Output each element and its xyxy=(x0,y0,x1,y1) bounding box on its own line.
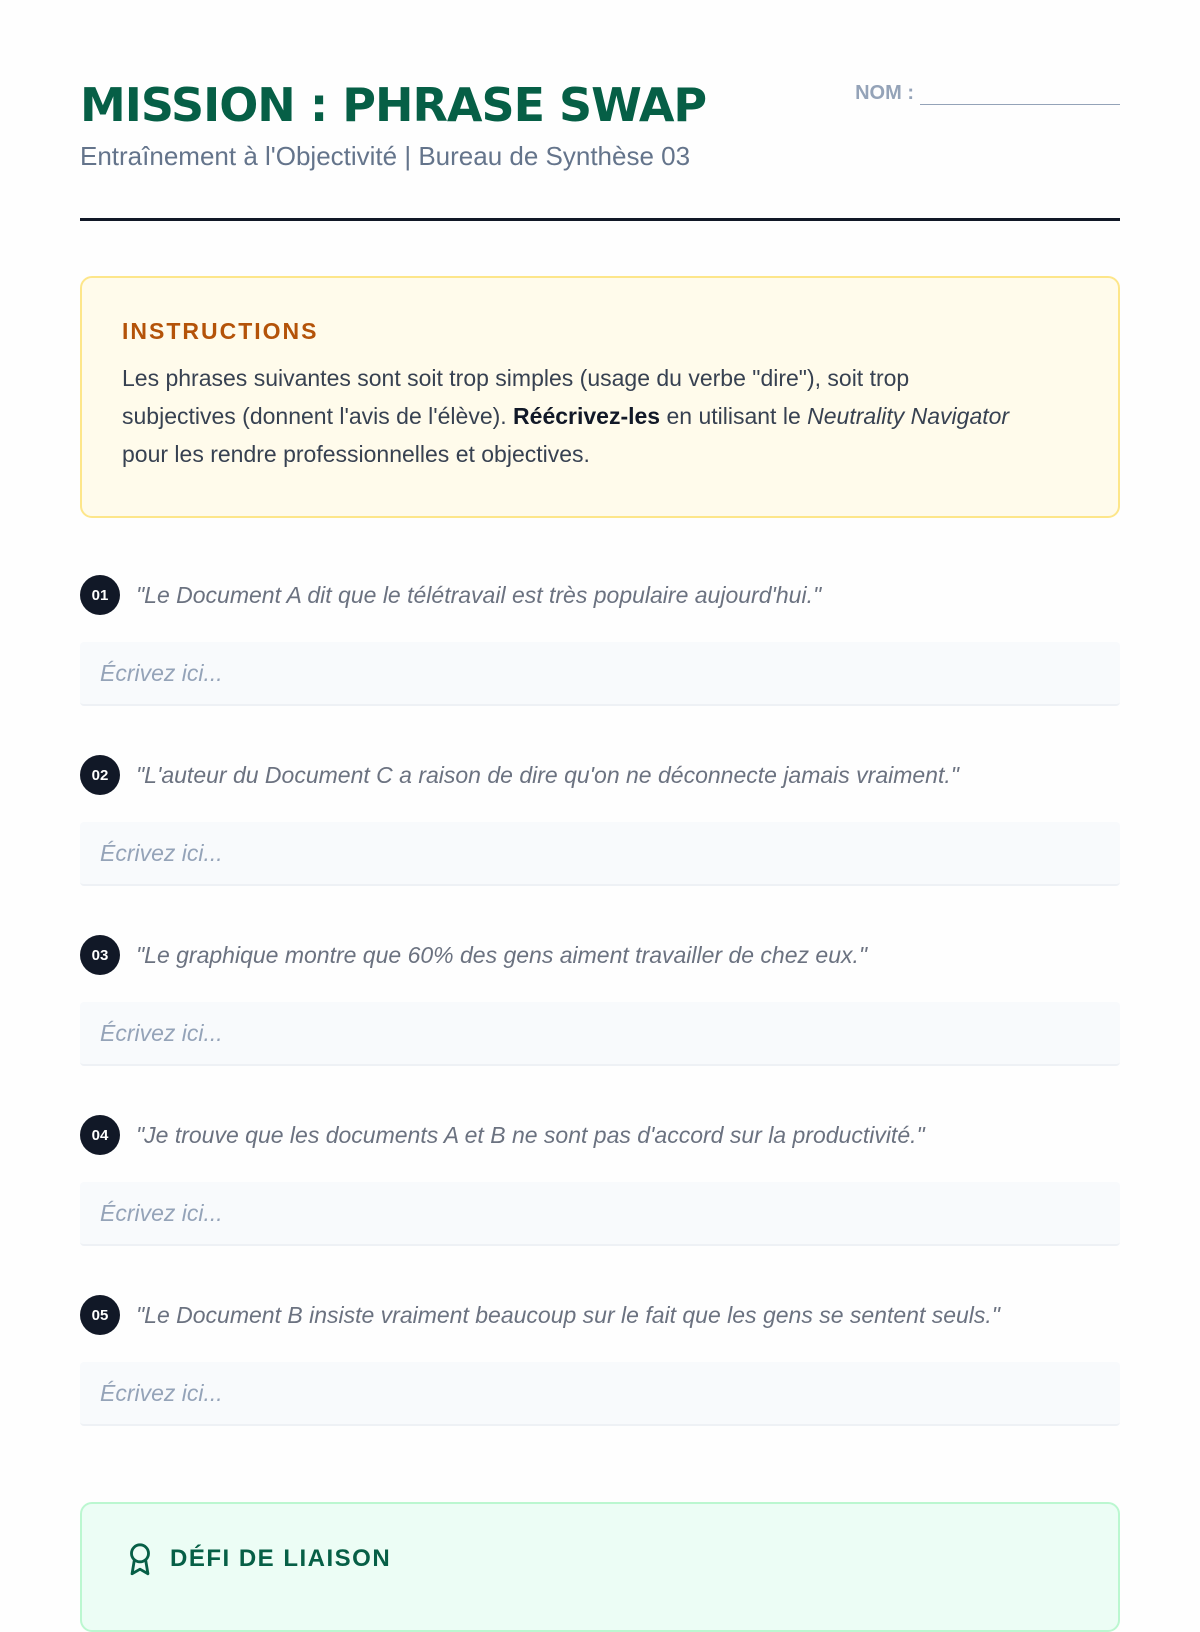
answer-input[interactable] xyxy=(80,1182,1120,1246)
instructions-text-italic: Neutrality Navigator xyxy=(807,403,1010,429)
instructions-text-part3: pour les rendre professionnelles et objectives. xyxy=(122,441,590,467)
page-subtitle: Entraînement à l'Objectivité | Bureau de Synthèse 03 xyxy=(80,141,691,172)
question-number-badge: 03 xyxy=(80,935,120,975)
award-icon xyxy=(126,1542,154,1576)
name-label: NOM : xyxy=(855,82,914,104)
question-prompt: "Le graphique montre que 60% des gens aiment travailler de chez eux." xyxy=(136,941,868,968)
question-prompt-row xyxy=(80,934,1120,976)
page-title: MISSION : PHRASE SWAP xyxy=(80,78,707,132)
instructions-box xyxy=(80,276,1120,518)
question-prompt: "Le Document A dit que le télétravail est très populaire aujourd'hui." xyxy=(136,581,822,608)
challenge-box xyxy=(80,1502,1120,1632)
instructions-text xyxy=(122,359,1022,473)
question-prompt: "Je trouve que les documents A et B ne sont pas d'accord sur la productivité." xyxy=(136,1121,925,1148)
question-prompt-row xyxy=(80,574,1120,616)
header-divider xyxy=(80,218,1120,221)
instructions-text-part1: Les phrases suivantes sont soit trop simples (usage du verbe "dire"), soit trop subjectives (donnent l'avis de l'élève). xyxy=(122,365,910,429)
question-item xyxy=(80,1294,1120,1474)
question-prompt-row xyxy=(80,1294,1120,1336)
question-number-badge: 01 xyxy=(80,575,120,615)
challenge-title: DÉFI DE LIAISON xyxy=(170,1545,392,1572)
challenge-title-row xyxy=(126,1542,1118,1576)
answer-input[interactable] xyxy=(80,642,1120,706)
answer-input[interactable] xyxy=(80,822,1120,886)
worksheet-header xyxy=(80,78,1120,172)
question-item xyxy=(80,574,1120,754)
name-input-line[interactable] xyxy=(920,86,1120,105)
instructions-text-bold: Réécrivez-les xyxy=(513,403,661,429)
question-prompt: "L'auteur du Document C a raison de dire qu'on ne déconnecte jamais vraiment." xyxy=(136,761,959,788)
instructions-text-part2: en utilisant le xyxy=(660,403,808,429)
question-number-badge: 04 xyxy=(80,1115,120,1155)
question-item xyxy=(80,754,1120,934)
question-prompt: "Le Document B insiste vraiment beaucoup sur le fait que les gens se sentent seuls." xyxy=(136,1301,1000,1328)
question-item xyxy=(80,1114,1120,1294)
name-field xyxy=(855,82,1120,105)
questions-list xyxy=(80,574,1120,1474)
question-number-badge: 02 xyxy=(80,755,120,795)
question-number-badge: 05 xyxy=(80,1295,120,1335)
answer-input[interactable] xyxy=(80,1362,1120,1426)
answer-input[interactable] xyxy=(80,1002,1120,1066)
question-item xyxy=(80,934,1120,1114)
question-prompt-row xyxy=(80,1114,1120,1156)
instructions-title: INSTRUCTIONS xyxy=(122,318,319,344)
question-prompt-row xyxy=(80,754,1120,796)
